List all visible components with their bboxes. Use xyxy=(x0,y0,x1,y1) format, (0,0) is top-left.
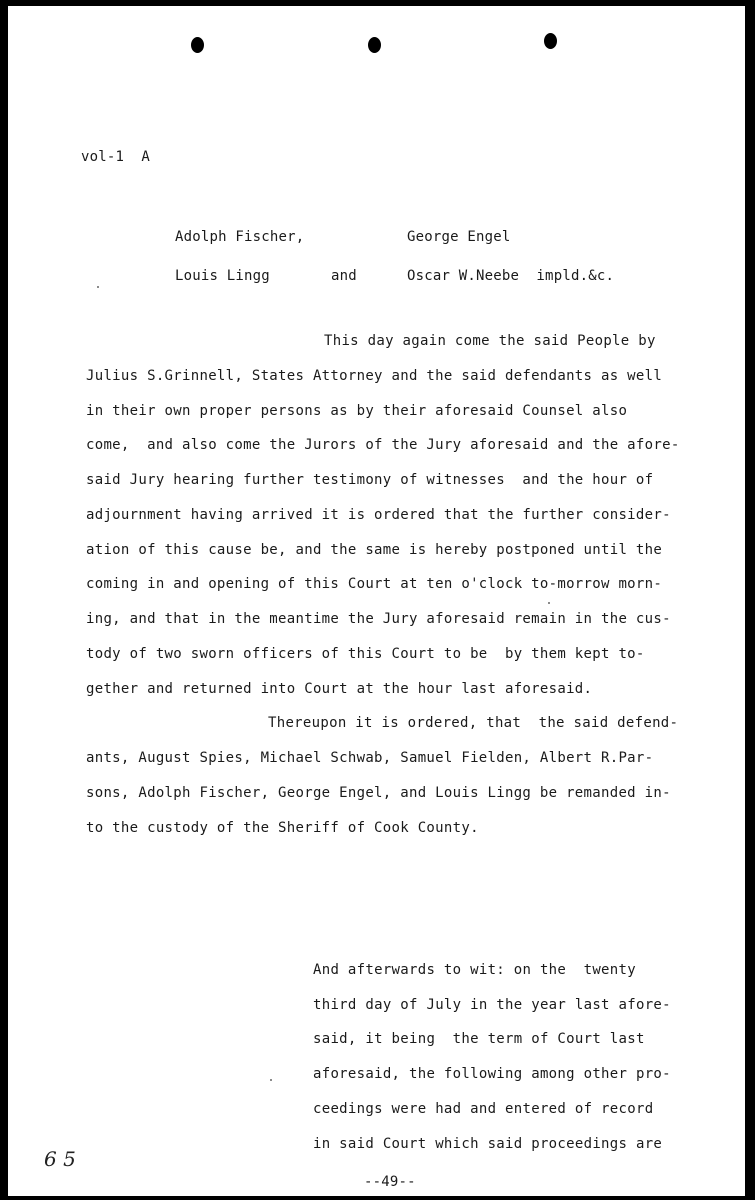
body-line: ing, and that in the meantime the Jury aforesaid remain in the cus- xyxy=(86,611,671,627)
caption-right-top: George Engel xyxy=(407,229,511,245)
binder-hole-left xyxy=(191,37,204,53)
caption-left-bottom: Louis Lingg xyxy=(175,268,270,284)
paper-speck xyxy=(270,1079,272,1081)
handwritten-note: 6 5 xyxy=(44,1147,76,1171)
binder-hole-right xyxy=(544,33,557,49)
body-line: gether and returned into Court at the hour last aforesaid. xyxy=(86,681,593,697)
caption-left-top: Adolph Fischer, xyxy=(175,229,305,245)
binder-hole-middle xyxy=(368,37,381,53)
body-line: Julius S.Grinnell, States Attorney and the said defendants as well xyxy=(86,368,663,384)
volume-label: vol-1 A xyxy=(81,149,151,165)
closing-line: said, it being the term of Court last xyxy=(313,1031,645,1047)
paper-speck xyxy=(548,602,550,604)
body-line: adjournment having arrived it is ordered that the further consider- xyxy=(86,507,671,523)
caption-conjunction: and xyxy=(331,268,357,284)
body-line: in their own proper persons as by their aforesaid Counsel also xyxy=(86,403,628,419)
closing-line: third day of July in the year last afore- xyxy=(313,997,671,1013)
closing-line: ceedings were had and entered of record xyxy=(313,1101,654,1117)
body-line: ation of this cause be, and the same is hereby postponed until the xyxy=(86,542,663,558)
body-line: Thereupon it is ordered, that the said defend- xyxy=(268,715,679,731)
body-line: said Jury hearing further testimony of witnesses and the hour of xyxy=(86,472,654,488)
paper-speck xyxy=(97,286,99,288)
body-line: come, and also come the Jurors of the Jury aforesaid and the afore- xyxy=(86,437,680,453)
page-number: --49-- xyxy=(364,1174,416,1190)
caption-right-bottom: Oscar W.Neebe impld.&c. xyxy=(407,268,615,284)
closing-line: And afterwards to wit: on the twenty xyxy=(313,962,636,978)
body-line: sons, Adolph Fischer, George Engel, and Louis Lingg be remanded in- xyxy=(86,785,671,801)
closing-line: aforesaid, the following among other pro- xyxy=(313,1066,671,1082)
body-line: coming in and opening of this Court at ten o'clock to-morrow morn- xyxy=(86,576,663,592)
body-line: to the custody of the Sheriff of Cook County. xyxy=(86,820,479,836)
body-line: tody of two sworn officers of this Court to be by them kept to- xyxy=(86,646,645,662)
body-line: ants, August Spies, Michael Schwab, Samuel Fielden, Albert R.Par- xyxy=(86,750,654,766)
body-line: This day again come the said People by xyxy=(324,333,656,349)
document-page xyxy=(8,6,745,1196)
closing-line: in said Court which said proceedings are xyxy=(313,1136,663,1152)
